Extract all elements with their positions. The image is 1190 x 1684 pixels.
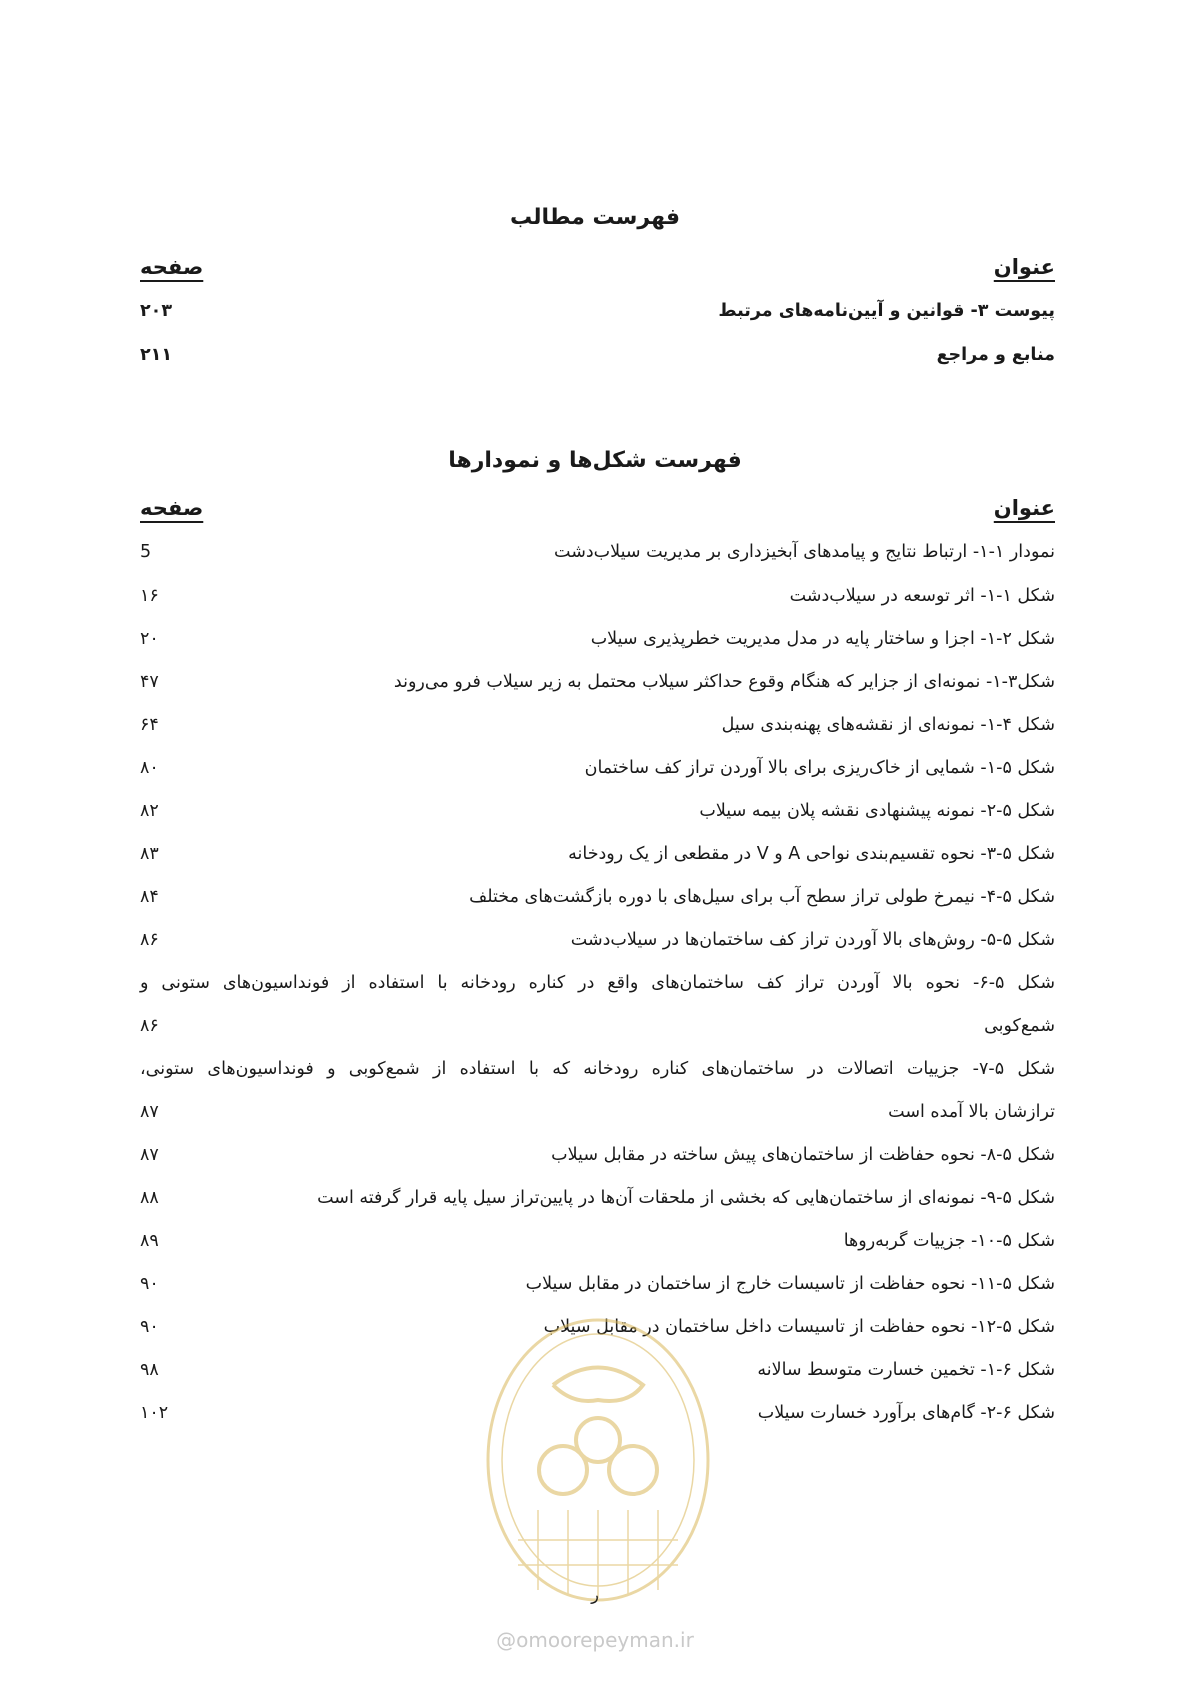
toc-row[interactable]: [140, 296, 1055, 326]
figure-row[interactable]: [140, 882, 1055, 912]
figure-row-page: 5: [140, 542, 152, 562]
figure-row-page: ۸۹: [140, 1231, 159, 1251]
figure-row-page: ۹۰: [140, 1274, 159, 1294]
figure-row-title: شکل ۴-۱- نمونه‌ای از نقشه‌های پهنه‌بندی سیل: [721, 715, 1055, 735]
figure-row-page: ۱۶: [140, 586, 159, 606]
figure-row-title-cont: شمع‌کوبی: [984, 1016, 1055, 1036]
toc-row-page: ۲۰۳: [140, 301, 173, 321]
toc-col-title: عنوان: [993, 255, 1055, 279]
figure-row-title: شکل ۵-۷- جزییات اتصالات در ساختمان‌های کناره رودخانه که با استفاده از شمع‌کوبی و فونداسیون‌های ستونی،: [140, 1059, 1055, 1079]
figure-row[interactable]: [140, 1054, 1055, 1084]
figure-row-title: شکل ۱-۱- اثر توسعه در سیلاب‌دشت: [789, 586, 1055, 606]
page-folio: ر: [591, 1585, 599, 1604]
figure-row-page: ۱۰۲: [140, 1403, 169, 1423]
figure-row-title: شکل ۵-۵- روش‌های بالا آوردن تراز کف ساختمان‌ها در سیلاب‌دشت: [570, 930, 1055, 950]
figure-row[interactable]: [140, 968, 1055, 998]
figure-row-continued[interactable]: [140, 1011, 1055, 1041]
figure-row-title: نمودار ۱-۱- ارتباط نتایج و پیامدهای آبخیزداری بر مدیریت سیلاب‌دشت: [554, 542, 1055, 562]
figure-row-page: ۹۸: [140, 1360, 159, 1380]
figure-row-title: شکل ۶-۲- گام‌های برآورد خسارت سیلاب: [757, 1403, 1055, 1423]
figure-row-page: ۸۶: [140, 1016, 159, 1036]
toc-col-page: صفحه: [140, 255, 204, 279]
figure-row-page: ۸۳: [140, 844, 159, 864]
figure-row[interactable]: [140, 1140, 1055, 1170]
toc-row-title: پیوست ۳- قوانین و آیین‌نامه‌های مرتبط: [718, 301, 1055, 321]
figure-row[interactable]: [140, 537, 1055, 567]
figure-row-page: ۸۷: [140, 1145, 159, 1165]
figure-row-title: شکل ۵-۱۲- نحوه حفاظت از تاسیسات داخل ساختمان در مقابل سیلاب: [543, 1317, 1055, 1337]
figure-row-title: شکل ۵-۶- نحوه بالا آوردن تراز کف ساختمان‌های واقع در کناره رودخانه با استفاده از فونداسیون‌های ستونی و: [140, 973, 1055, 993]
watermark-logo: [478, 1310, 718, 1620]
figure-row[interactable]: [140, 1183, 1055, 1213]
figure-row-page: ۸۷: [140, 1102, 159, 1122]
figure-row-title: شکل ۵-۱- شمایی از خاک‌ریزی برای بالا آوردن تراز کف ساختمان: [584, 758, 1055, 778]
toc-title: فهرست مطالب: [509, 205, 681, 230]
figure-row-title: شکل ۶-۱- تخمین خسارت متوسط سالانه: [757, 1360, 1055, 1380]
figure-row[interactable]: [140, 710, 1055, 740]
figure-row-title-cont: ترازشان بالا آمده است: [888, 1102, 1055, 1122]
figure-row-title: شکل ۵-۲- نمونه پیشنهادی نقشه پلان بیمه سیلاب: [699, 801, 1055, 821]
figures-title: فهرست شکل‌ها و نمودارها: [448, 448, 742, 473]
figure-row[interactable]: [140, 753, 1055, 783]
toc-row-page: ۲۱۱: [140, 345, 173, 365]
toc-row[interactable]: [140, 340, 1055, 370]
figure-row-page: ۸۸: [140, 1188, 159, 1208]
figure-row[interactable]: [140, 624, 1055, 654]
figure-row-page: ۸۶: [140, 930, 159, 950]
figure-row-page: ۹۰: [140, 1317, 159, 1337]
figure-row-title: شکل ۵-۸- نحوه حفاظت از ساختمان‌های پیش ساخته در مقابل سیلاب: [551, 1145, 1055, 1165]
figure-row-title: شکل ۵-۴- نیمرخ طولی تراز سطح آب برای سیل‌های با دوره بازگشت‌های مختلف: [469, 887, 1055, 907]
figure-row-page: ۲۰: [140, 629, 159, 649]
figure-row[interactable]: [140, 796, 1055, 826]
figure-row-title: شکل ۵-۳- نحوه تقسیم‌بندی نواحی A و V در مقطعی از یک رودخانه: [568, 844, 1055, 864]
figure-row-page: ۸۴: [140, 887, 159, 907]
watermark-text: @omoorepeyman.ir: [496, 1628, 694, 1652]
figure-row[interactable]: [140, 1269, 1055, 1299]
figure-row-title: شکل ۵-۹- نمونه‌ای از ساختمان‌هایی که بخشی از ملحقات آن‌ها در پایین‌تراز سیل پایه قرار گرفته است: [317, 1188, 1055, 1208]
figure-row[interactable]: [140, 667, 1055, 697]
toc-row-title: منابع و مراجع: [936, 345, 1055, 365]
figure-row-title: شکل۳-۱- نمونه‌ای از جزایر که هنگام وقوع حداکثر سیلاب محتمل به زیر سیلاب فرو می‌روند: [393, 672, 1055, 692]
figure-row-title: شکل ۵-۱۱- نحوه حفاظت از تاسیسات خارج از ساختمان در مقابل سیلاب: [525, 1274, 1055, 1294]
figure-row-page: ۸۲: [140, 801, 159, 821]
figure-row-page: ۶۴: [140, 715, 159, 735]
figure-row-title: شکل ۵-۱۰- جزییات گربه‌روها: [843, 1231, 1055, 1251]
figures-col-page: صفحه: [140, 496, 204, 520]
figure-row-page: ۴۷: [140, 672, 159, 692]
figure-row-title: شکل ۲-۱- اجزا و ساختار پایه در مدل مدیریت خطرپذیری سیلاب: [590, 629, 1055, 649]
figure-row[interactable]: [140, 1226, 1055, 1256]
figures-col-title: عنوان: [993, 496, 1055, 520]
figure-row[interactable]: [140, 581, 1055, 611]
figure-row-continued[interactable]: [140, 1097, 1055, 1127]
figure-row[interactable]: [140, 925, 1055, 955]
figure-row[interactable]: [140, 839, 1055, 869]
figure-row-page: ۸۰: [140, 758, 159, 778]
